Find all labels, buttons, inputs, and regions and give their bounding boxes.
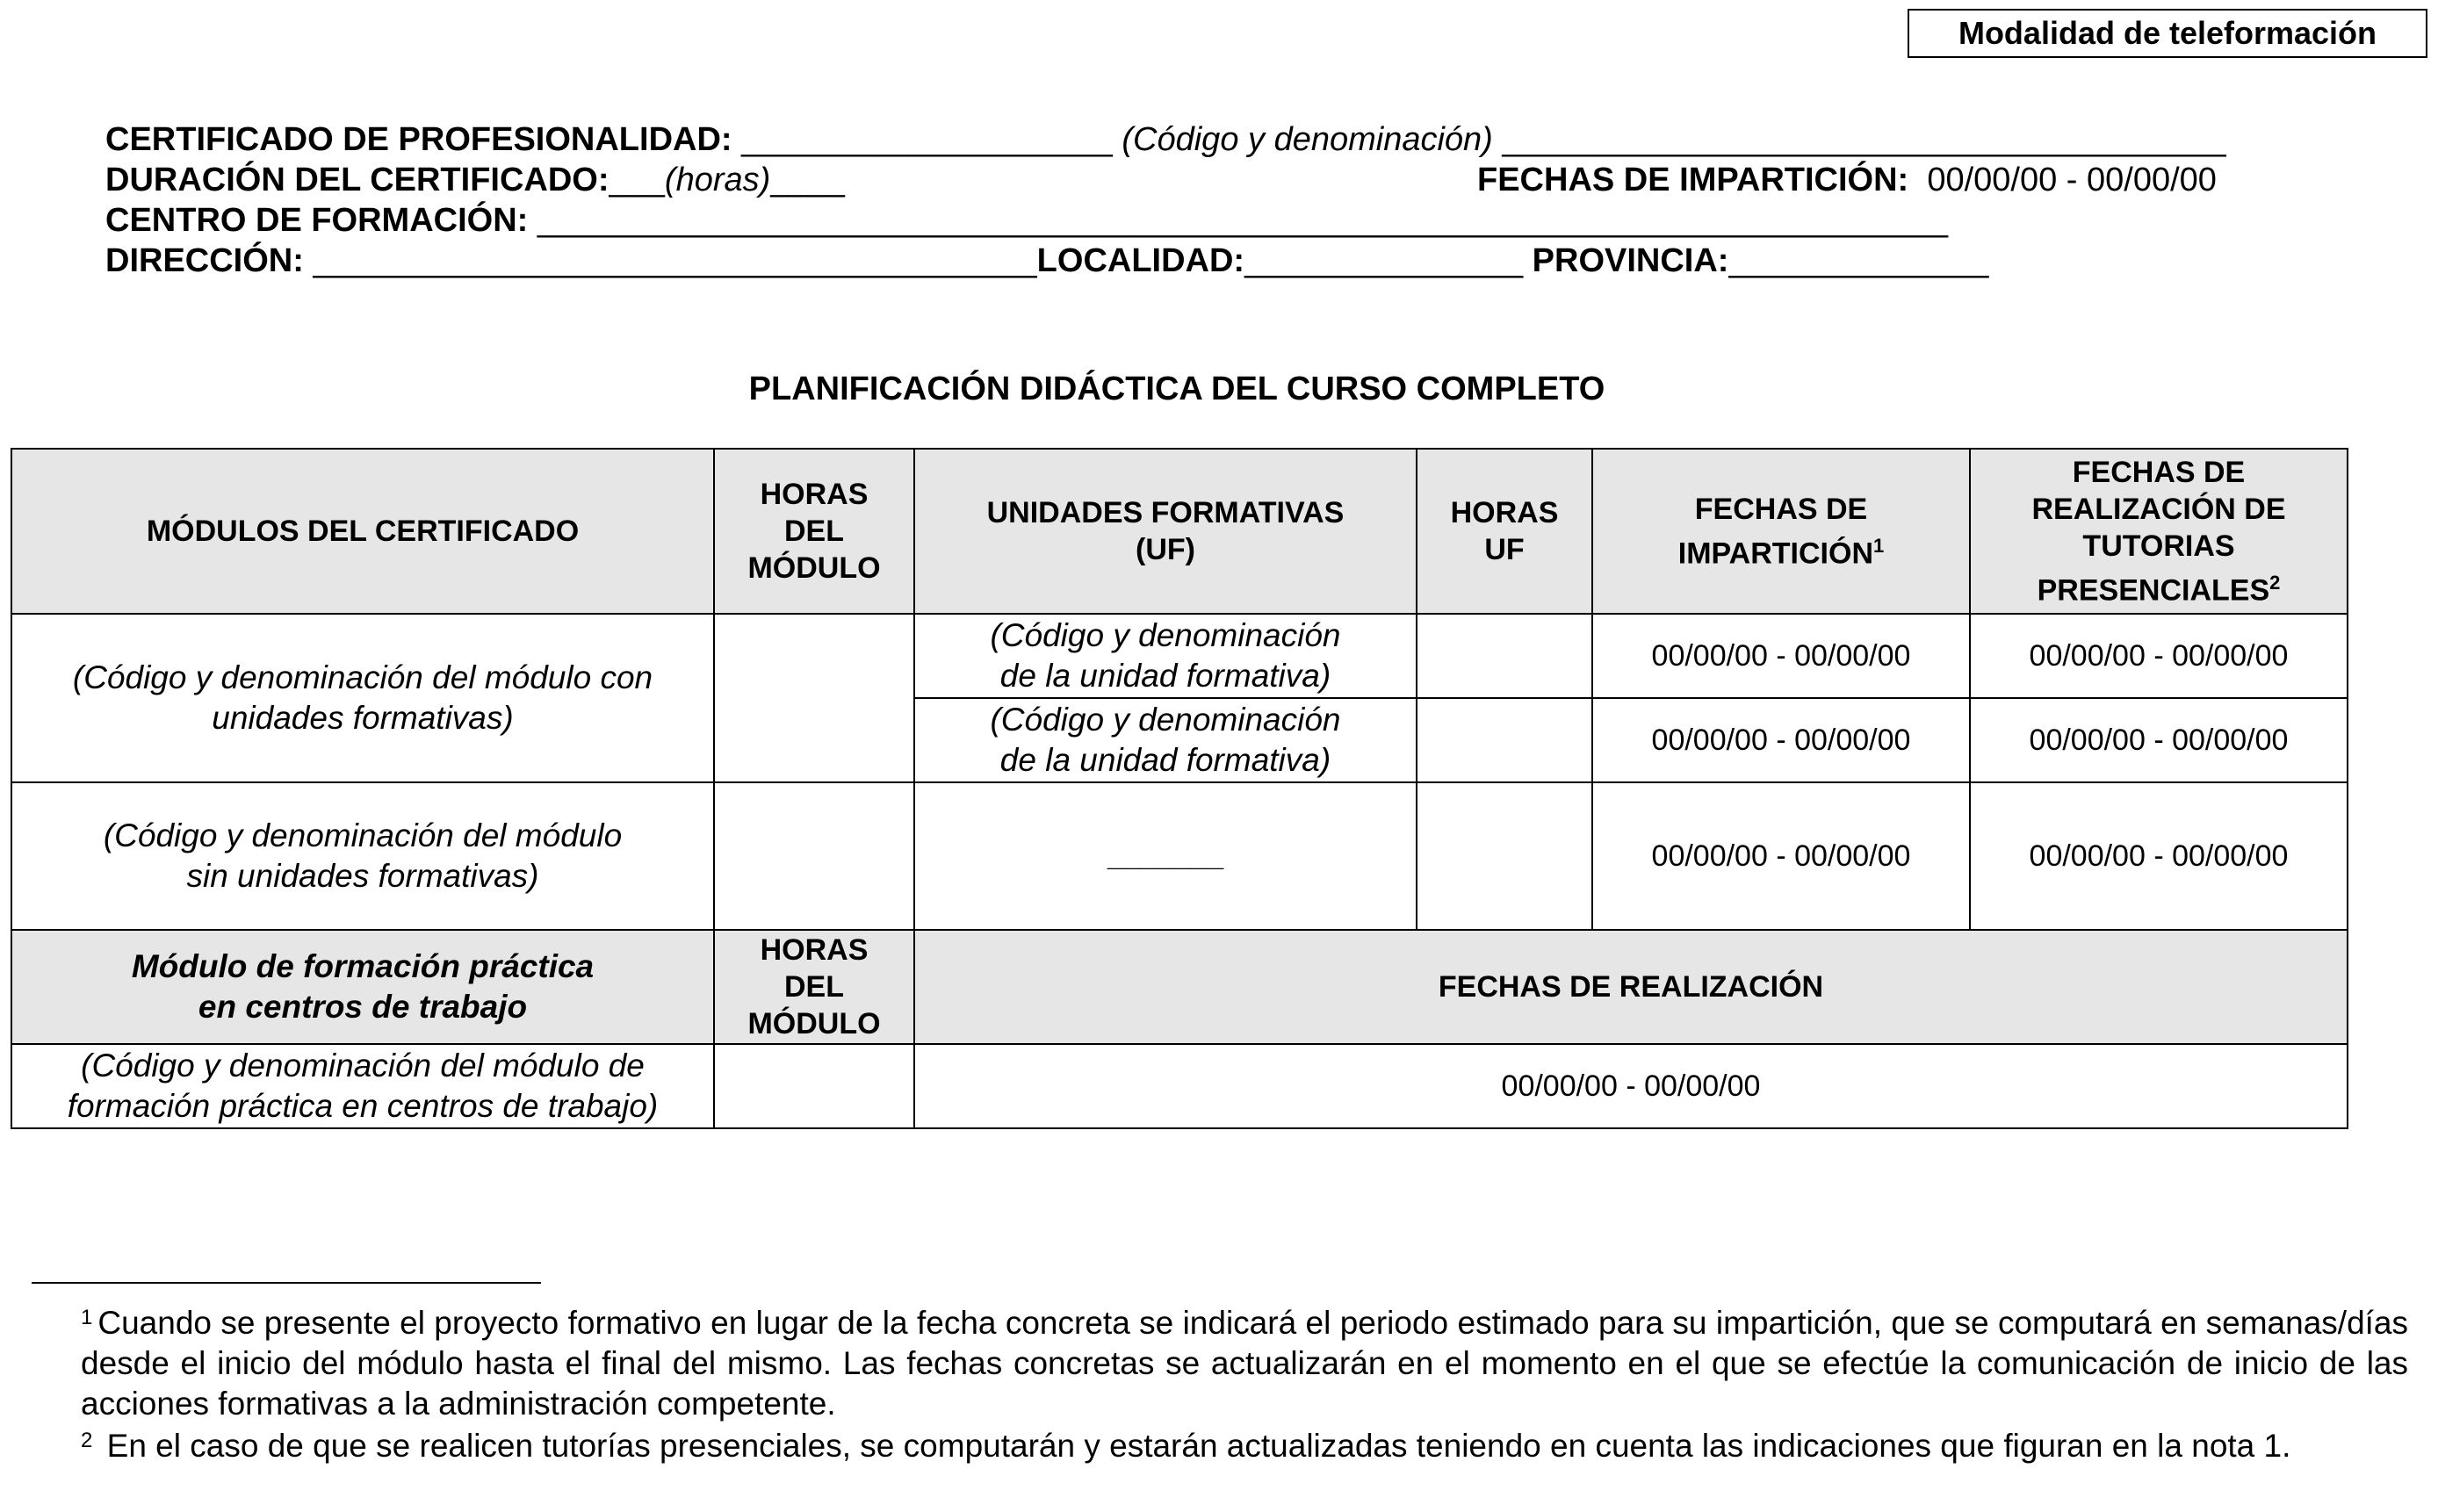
- practica-fechas-header: FECHAS DE REALIZACIÓN: [914, 930, 2348, 1044]
- table-row: [11, 614, 2348, 698]
- footnote-2: [81, 1426, 2408, 1466]
- provincia-label: PROVINCIA:: [1532, 242, 1729, 279]
- duracion-hint: (horas): [664, 162, 771, 198]
- planificacion-table: [11, 448, 2348, 1129]
- practica-row: [11, 1044, 2348, 1128]
- tutorias-cell: 00/00/00 - 00/00/00: [1970, 782, 2348, 930]
- tutorias-cell: 00/00/00 - 00/00/00: [1970, 698, 2348, 782]
- horas-modulo-cell: [714, 614, 914, 782]
- practica-label-cell: (Código y denominación del módulo de formación práctica en centros de trabajo): [11, 1044, 714, 1128]
- fechas-imparticion-value: 00/00/00 - 00/00/00: [1927, 162, 2217, 198]
- horas-uf-cell: [1417, 698, 1592, 782]
- fechas-cell: 00/00/00 - 00/00/00: [1592, 614, 1970, 698]
- localidad-label: LOCALIDAD:: [1036, 242, 1245, 279]
- footnote-1-text: Cuando se presente el proyecto formativo en lugar de la fecha concreta se indicará el periodo estimado para su impartición, que se computará en semanas/días desde el inicio del módulo hasta el final del mismo. Las fechas concretas se actualizarán en el momento en el que se efectúe la comunicación de inicio de las acciones formativas a la administración competente.: [81, 1305, 2408, 1422]
- footnote-1-num: 1: [81, 1306, 93, 1329]
- fechas-imparticion-label: FECHAS DE IMPARTICIÓN:: [1477, 162, 1909, 198]
- footnote-2-text: En el caso de que se realicen tutorías presenciales, se computarán y estarán actualizadas teniendo en cuenta las indicaciones que figuran en la nota 1.: [106, 1428, 2291, 1464]
- tutorias-cell: 00/00/00 - 00/00/00: [1970, 614, 2348, 698]
- certificado-blank-1: ____________________: [741, 121, 1113, 158]
- col-uf: UNIDADES FORMATIVAS (UF): [914, 449, 1417, 614]
- duracion-blank-2: ____: [770, 162, 845, 198]
- table-row: [11, 782, 2348, 930]
- col-modulos: MÓDULOS DEL CERTIFICADO: [11, 449, 714, 614]
- horas-uf-cell: [1417, 614, 1592, 698]
- certificado-blank-2: _______________________________________: [1502, 121, 2226, 158]
- centro-label: CENTRO DE FORMACIÓN:: [105, 202, 529, 239]
- table-title: PLANIFICACIÓN DIDÁCTICA DEL CURSO COMPLETO: [748, 371, 1605, 407]
- modulo-con-uf-cell: (Código y denominación del módulo con unidades formativas): [11, 614, 714, 782]
- uf-cell: (Código y denominación de la unidad formativa): [914, 614, 1417, 698]
- horas-uf-cell: [1417, 782, 1592, 930]
- certificado-label: CERTIFICADO DE PROFESIONALIDAD:: [105, 121, 732, 158]
- practica-header-row: [11, 930, 2348, 1044]
- footnote-1: [81, 1303, 2408, 1424]
- practica-horas-cell: [714, 1044, 914, 1128]
- fechas-cell: 00/00/00 - 00/00/00: [1592, 782, 1970, 930]
- footnote-2-num: 2: [81, 1429, 93, 1452]
- direccion-blank: _______________________________________: [313, 242, 1037, 279]
- direccion-line: [105, 242, 1988, 280]
- duracion-label: DURACIÓN DEL CERTIFICADO:: [105, 162, 610, 198]
- centro-blank: ____________________________________________________________________________: [537, 202, 1949, 239]
- duracion-blank-1: ___: [609, 162, 665, 198]
- provincia-blank: ______________: [1728, 242, 1989, 279]
- col-fechas-tutorias: FECHAS DE REALIZACIÓN DE TUTORIAS PRESENCIALES$^2$: [1970, 449, 2348, 614]
- footnote-divider: [32, 1282, 541, 1284]
- uf-cell: (Código y denominación de la unidad formativa): [914, 698, 1417, 782]
- certificado-hint: (Código y denominación): [1122, 121, 1493, 158]
- modalidad-box: Modalidad de teleformación: [1908, 9, 2427, 58]
- col-horas-modulo: HORAS DEL MÓDULO: [714, 449, 914, 614]
- col-fechas-imparticion: FECHAS DE IMPARTICIÓN$^1$: [1592, 449, 1970, 614]
- fechas-cell: 00/00/00 - 00/00/00: [1592, 698, 1970, 782]
- duracion-line: [105, 162, 845, 199]
- certificado-line: [105, 121, 2226, 159]
- practica-label-header: Módulo de formación práctica en centros de trabajo: [11, 930, 714, 1044]
- modulo-sin-uf-cell: (Código y denominación del módulo sin unidades formativas): [11, 782, 714, 930]
- horas-modulo-cell: [714, 782, 914, 930]
- col-horas-uf: HORAS UF: [1417, 449, 1592, 614]
- centro-line: [105, 202, 1948, 240]
- localidad-blank: _______________: [1244, 242, 1524, 279]
- fechas-imparticion-line: [1477, 162, 2217, 199]
- header-row: [11, 449, 2348, 614]
- direccion-label: DIRECCIÓN:: [105, 242, 304, 279]
- uf-dash-cell: _______: [914, 782, 1417, 930]
- practica-fechas-cell: 00/00/00 - 00/00/00: [914, 1044, 2348, 1128]
- practica-horas-header: HORAS DEL MÓDULO: [714, 930, 914, 1044]
